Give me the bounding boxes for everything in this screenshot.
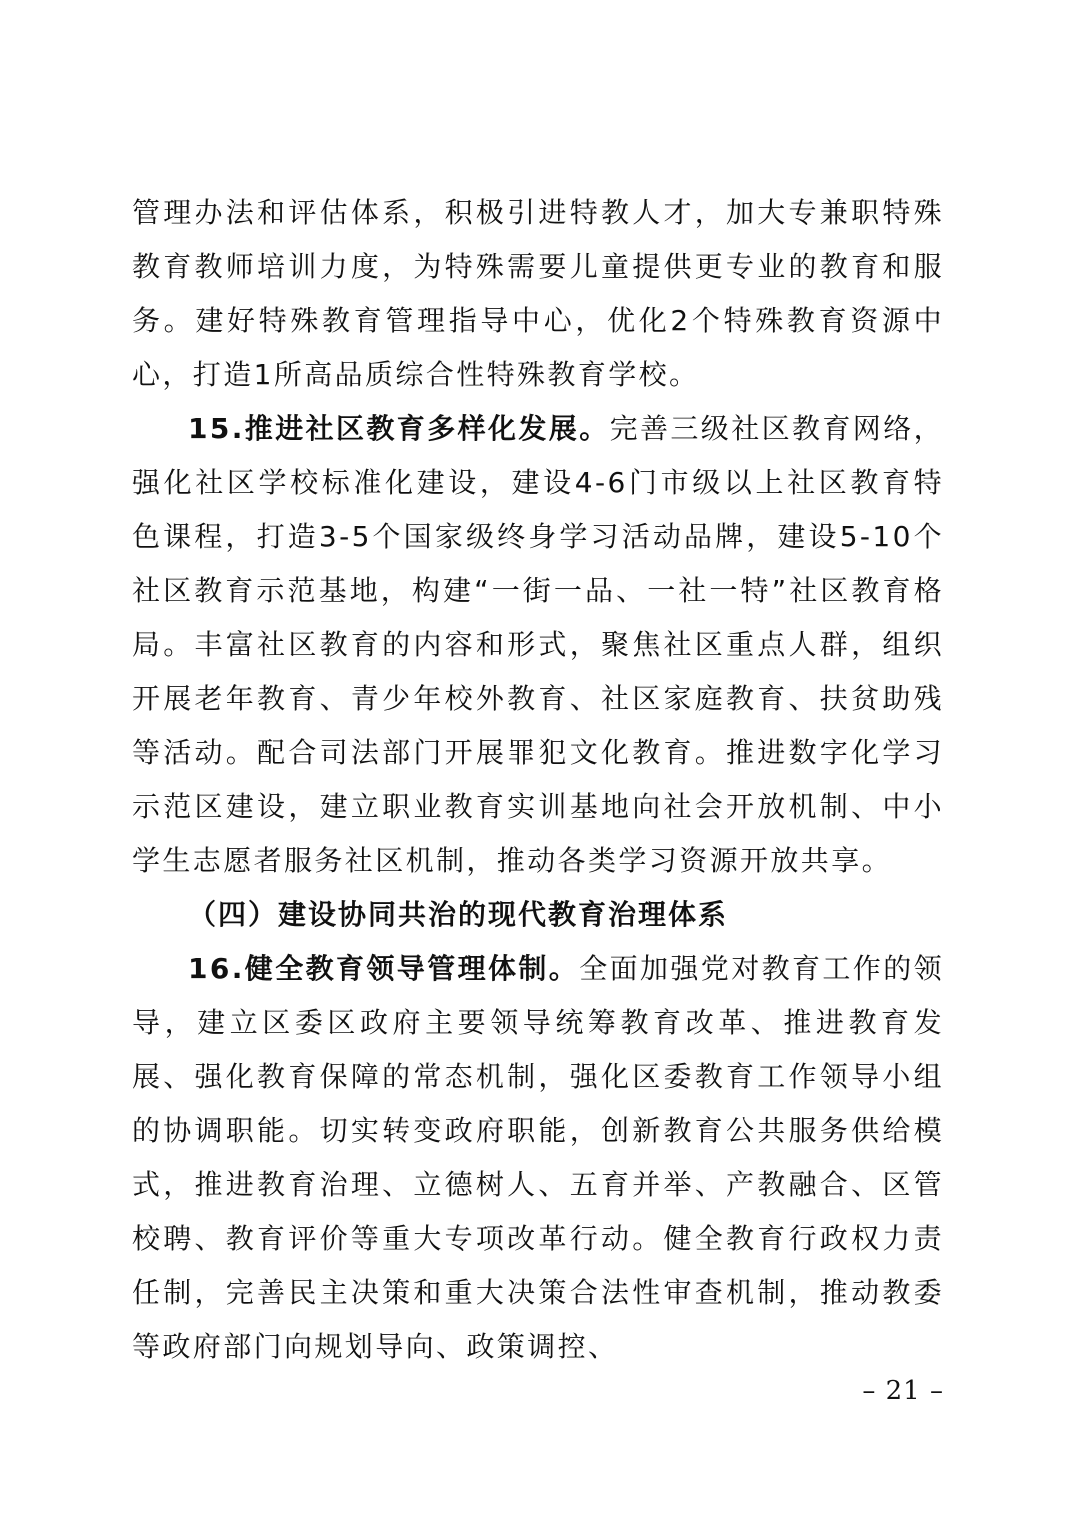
paragraph-text: 全面加强党对教育工作的领导，建立区委区政府主要领导统筹教育改革、推进教育发展、强化教育保障的常态机制，强化区委教育工作领导小组的协调职能。切实转变政府职能，创新教育公共服务供给模式，推进教育治理、立德树人、五育并举、产教融合、区管校聘、教育评价等重大专项改革行动。健全教育行政权力责任制，完善民主决策和重大决策合法性审查机制，推动教委等政府部门向规划导向、政策调控、 bbox=[132, 952, 945, 1363]
paragraph-16-education-leadership bbox=[132, 942, 944, 1374]
document-body bbox=[132, 186, 944, 1374]
paragraph-text: 完善三级社区教育网络，强化社区学校标准化建设，建设4-6门市级以上社区教育特色课程，打造3-5个国家级终身学习活动品牌，建设5-10个社区教育示范基地，构建“一街一品、一社一特”社区教育格局。丰富社区教育的内容和形式，聚焦社区重点人群，组织开展老年教育、青少年校外教育、社区家庭教育、扶贫助残等活动。配合司法部门开展罪犯文化教育。推进数字化学习示范区建设，建立职业教育实训基地向社会开放机制、中小学生志愿者服务社区机制，推动各类学习资源开放共享。 bbox=[132, 412, 945, 877]
paragraph-special-education bbox=[132, 186, 944, 402]
paragraph-15-community-education bbox=[132, 402, 944, 888]
section-heading-4: （四）建设协同共治的现代教育治理体系 bbox=[188, 898, 729, 931]
paragraph-title: 15.推进社区教育多样化发展。 bbox=[188, 412, 610, 445]
paragraph-title: 16.健全教育领导管理体制。 bbox=[188, 952, 580, 985]
page-number: – 21 – bbox=[862, 1376, 944, 1406]
paragraph-text: 管理办法和评估体系，积极引进特教人才，加大专兼职特殊教育教师培训力度，为特殊需要儿童提供更专业的教育和服务。建好特殊教育管理指导中心，优化2个特殊教育资源中心，打造1所高品质综合性特殊教育学校。 bbox=[132, 196, 944, 391]
